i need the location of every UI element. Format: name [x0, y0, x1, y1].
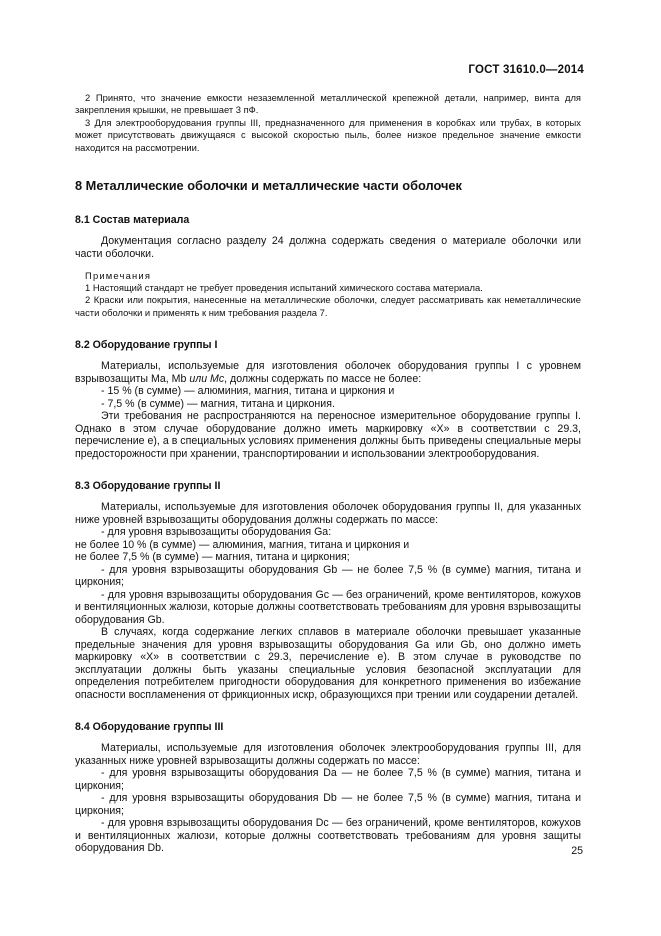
- paragraph: Эти требования не распространяются на переносное измерительное оборудование группы I. Однако в этом случае оборудование должно иметь маркировку «Х» в соответствии с 29.3, перечисление е), а в специальных условиях применения должны быть приведены специальные меры предосторожности при хранении, транспортировании и использовании электрооборудования.: [75, 410, 581, 460]
- subsection-8-1-title: 8.1 Состав материала: [75, 214, 190, 227]
- subsection-8-2-title: 8.2 Оборудование группы I: [75, 339, 218, 352]
- page-content: [75, 92, 581, 855]
- intro-text-a: Материалы, используемые для изготовления оболочек оборудования группы I с уровнем взрывозащиты Ма, Mb: [75, 360, 581, 385]
- standard-number: ГОСТ 31610.0—2014: [468, 64, 584, 76]
- list-line: не более 7,5 % (в сумме) — магния, титана и циркония;: [75, 551, 350, 564]
- section-8-title: 8 Металлические оболочки и металлические части оболочек: [75, 178, 462, 194]
- list-line: не более 10 % (в сумме) — алюминия, магния, титана и циркония и: [75, 538, 410, 551]
- paragraph: Материалы, используемые для изготовления оболочек оборудования группы II, для указанных ниже уровней взрывозащиты оборудования должны содержать по массе:: [75, 501, 581, 526]
- intro-text-b: , должны содержать по массе не более:: [224, 372, 422, 385]
- paragraph: В случаях, когда содержание легких сплавов в материале оболочки превышает указанные предельные значения для уровня взрывозащиты оборудования Ga или Gb, оно должно иметь маркировку «Х» в соответствии с 29.3, перечисление е). В этом случае в руководстве по эксплуатации должны быть указаны специальные условия безопасной эксплуатации для определения потребителем пригодности оборудования для конкретного применения во избежание опасности воспламенения от фрикционных искр, образующихся при трении или соударении деталей.: [75, 626, 581, 701]
- note-paragraph: 3 Для электрооборудования группы III, предназначенного для применения в коробках или трубах, в которых может присутствовать движущаяся с высокой скоростью пыль, более низкое предельное значение емкости находится на рассмотрении.: [75, 116, 581, 153]
- paragraph: [75, 360, 581, 385]
- list-item: - 7,5 % (в сумме) — магния, титана и циркония.: [101, 397, 335, 410]
- note-paragraph: 2 Принято, что значение емкости незаземленной металлической крепежной детали, например, винта для закрепления крышки, не превышает 3 пФ.: [75, 92, 581, 116]
- list-item: - для уровня взрывозащиты оборудования Db — не более 7,5 % (в сумме) магния, титана и циркония;: [75, 792, 581, 817]
- note-paragraph: 1 Настоящий стандарт не требует проведения испытаний химического состава материала.: [85, 282, 483, 294]
- notes-caption: Примечания: [85, 270, 152, 282]
- page-number: 25: [571, 845, 583, 857]
- list-item: - для уровня взрывозащиты оборудования Gc — без ограничений, кроме вентиляторов, кожухов и вентиляционных жалюзи, которые должны соответствовать требованиям для уровня взрывозащиты оборудования Gb.: [75, 588, 581, 626]
- list-item: - для уровня взрывозащиты оборудования Gb — не более 7,5 % (в сумме) магния, титана и циркония;: [75, 563, 581, 589]
- list-item: - 15 % (в сумме) — алюминия, магния, титана и циркония и: [101, 385, 395, 398]
- note-paragraph: 2 Краски или покрытия, нанесенные на металлические оболочки, следует рассматривать как неметаллические части оболочки и применять к ним требования раздела 7.: [75, 294, 581, 318]
- list-item: - для уровня взрывозащиты оборудования Dc — без ограничений, кроме вентиляторов, кожухов и вентиляционных жалюзи, которые должны соответствовать требованиям для уровня защиты оборудования Db.: [75, 817, 581, 855]
- list-item: - для уровня взрывозащиты оборудования Ga:: [101, 526, 332, 539]
- paragraph: Документация согласно разделу 24 должна содержать сведения о материале оболочки или части оболочки.: [75, 235, 581, 260]
- paragraph: Материалы, используемые для изготовления оболочек электрооборудования группы III, для указанных ниже уровней взрывозащиты должны содержать по массе:: [75, 742, 581, 767]
- subsection-8-3-title: 8.3 Оборудование группы II: [75, 480, 221, 493]
- subsection-8-4-title: 8.4 Оборудование группы III: [75, 721, 224, 734]
- list-item: - для уровня взрывозащиты оборудования Da — не более 7,5 % (в сумме) магния, титана и циркония;: [75, 767, 581, 792]
- intro-text-italic: или Мс: [189, 372, 225, 385]
